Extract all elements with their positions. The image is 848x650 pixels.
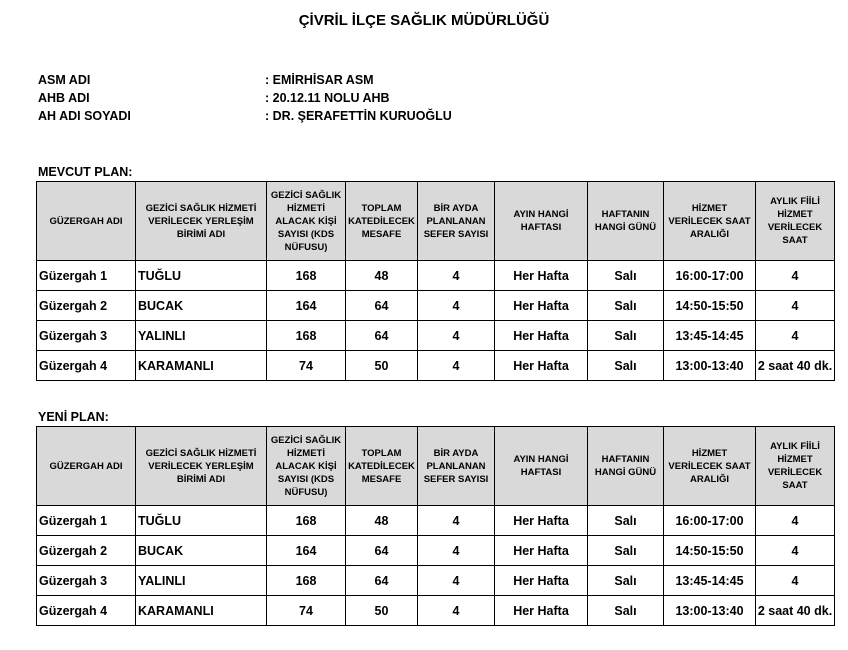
cell-aylik-saat: 4 — [756, 506, 835, 536]
cell-hafta: Her Hafta — [495, 536, 588, 566]
header-saat-araligi: HİZMET VERİLECEK SAAT ARALIĞI — [664, 427, 756, 506]
info-value: : DR. ŞERAFETTİN KURUOĞLU — [265, 109, 452, 123]
header-mesafe: TOPLAM KATEDİLECEK MESAFE — [346, 427, 418, 506]
cell-kisi-sayisi: 168 — [267, 261, 346, 291]
cell-mesafe: 48 — [346, 261, 418, 291]
header-aylik-saat: AYLIK FİİLİ HİZMET VERİLECEK SAAT — [756, 182, 835, 261]
cell-kisi-sayisi: 168 — [267, 566, 346, 596]
header-sefer-sayisi: BİR AYDA PLANLANAN SEFER SAYISI — [418, 182, 495, 261]
cell-kisi-sayisi: 168 — [267, 506, 346, 536]
cell-kisi-sayisi: 74 — [267, 596, 346, 626]
cell-saat-araligi: 13:45-14:45 — [664, 566, 756, 596]
cell-yerlesim: KARAMANLI — [136, 596, 267, 626]
cell-mesafe: 64 — [346, 566, 418, 596]
page-title: ÇİVRİL İLÇE SAĞLIK MÜDÜRLÜĞÜ — [298, 12, 550, 29]
cell-guzergah: Güzergah 2 — [37, 291, 136, 321]
info-row-ah — [38, 107, 452, 125]
cell-sefer: 4 — [418, 291, 495, 321]
cell-guzergah: Güzergah 4 — [37, 596, 136, 626]
cell-aylik-saat: 4 — [756, 261, 835, 291]
table-row — [37, 321, 835, 351]
cell-aylik-saat: 4 — [756, 566, 835, 596]
cell-yerlesim: YALINLI — [136, 566, 267, 596]
cell-yerlesim: TUĞLU — [136, 506, 267, 536]
table-row — [37, 351, 835, 381]
info-label: ASM ADI — [38, 73, 91, 87]
cell-sefer: 4 — [418, 536, 495, 566]
cell-hafta: Her Hafta — [495, 506, 588, 536]
cell-kisi-sayisi: 168 — [267, 321, 346, 351]
info-row-ahb — [38, 89, 452, 107]
cell-sefer: 4 — [418, 261, 495, 291]
cell-saat-araligi: 13:45-14:45 — [664, 321, 756, 351]
cell-saat-araligi: 16:00-17:00 — [664, 261, 756, 291]
cell-aylik-saat: 2 saat 40 dk. — [756, 596, 835, 626]
info-label: AHB ADI — [38, 91, 90, 105]
cell-mesafe: 64 — [346, 291, 418, 321]
table-row — [37, 261, 835, 291]
header-row — [37, 427, 835, 506]
cell-guzergah: Güzergah 2 — [37, 536, 136, 566]
cell-hafta: Her Hafta — [495, 321, 588, 351]
cell-mesafe: 50 — [346, 351, 418, 381]
cell-yerlesim: BUCAK — [136, 536, 267, 566]
cell-gun: Salı — [588, 506, 664, 536]
table-row — [37, 506, 835, 536]
header-haftanin-gunu: HAFTANIN HANGİ GÜNÜ — [588, 427, 664, 506]
table-row — [37, 536, 835, 566]
header-ayin-haftasi: AYIN HANGİ HAFTASI — [495, 182, 588, 261]
header-ayin-haftasi: AYIN HANGİ HAFTASI — [495, 427, 588, 506]
cell-gun: Salı — [588, 536, 664, 566]
info-value: : EMİRHİSAR ASM — [265, 73, 374, 87]
cell-hafta: Her Hafta — [495, 261, 588, 291]
cell-gun: Salı — [588, 321, 664, 351]
cell-gun: Salı — [588, 351, 664, 381]
cell-sefer: 4 — [418, 506, 495, 536]
cell-sefer: 4 — [418, 321, 495, 351]
cell-kisi-sayisi: 164 — [267, 536, 346, 566]
cell-aylik-saat: 4 — [756, 291, 835, 321]
header-mesafe: TOPLAM KATEDİLECEK MESAFE — [346, 182, 418, 261]
cell-sefer: 4 — [418, 596, 495, 626]
cell-hafta: Her Hafta — [495, 566, 588, 596]
cell-gun: Salı — [588, 261, 664, 291]
cell-saat-araligi: 14:50-15:50 — [664, 291, 756, 321]
header-row — [37, 182, 835, 261]
header-saat-araligi: HİZMET VERİLECEK SAAT ARALIĞI — [664, 182, 756, 261]
info-value: : 20.12.11 NOLU AHB — [265, 91, 390, 105]
cell-sefer: 4 — [418, 351, 495, 381]
cell-guzergah: Güzergah 4 — [37, 351, 136, 381]
header-yerlesim-birimi: GEZİCİ SAĞLIK HİZMETİ VERİLECEK YERLEŞİM BİRİMİ ADI — [136, 427, 267, 506]
cell-aylik-saat: 4 — [756, 321, 835, 351]
table-row — [37, 566, 835, 596]
yeni-plan-label: YENİ PLAN: — [38, 410, 109, 424]
cell-mesafe: 64 — [346, 321, 418, 351]
header-kisi-sayisi: GEZİCİ SAĞLIK HİZMETİ ALACAK KİŞİ SAYISI (KDS NÜFUSU) — [267, 182, 346, 261]
header-guzergah-adi: GÜZERGAH ADI — [37, 182, 136, 261]
cell-gun: Salı — [588, 596, 664, 626]
table-row — [37, 291, 835, 321]
cell-kisi-sayisi: 164 — [267, 291, 346, 321]
mevcut-plan-label: MEVCUT PLAN: — [38, 165, 133, 179]
cell-mesafe: 50 — [346, 596, 418, 626]
cell-guzergah: Güzergah 1 — [37, 506, 136, 536]
yeni-plan-table — [36, 426, 835, 626]
info-row-asm — [38, 71, 452, 89]
header-haftanin-gunu: HAFTANIN HANGİ GÜNÜ — [588, 182, 664, 261]
cell-hafta: Her Hafta — [495, 596, 588, 626]
cell-guzergah: Güzergah 3 — [37, 566, 136, 596]
cell-yerlesim: YALINLI — [136, 321, 267, 351]
info-label: AH ADI SOYADI — [38, 109, 131, 123]
cell-guzergah: Güzergah 3 — [37, 321, 136, 351]
header-yerlesim-birimi: GEZİCİ SAĞLIK HİZMETİ VERİLECEK YERLEŞİM BİRİMİ ADI — [136, 182, 267, 261]
cell-gun: Salı — [588, 566, 664, 596]
cell-mesafe: 48 — [346, 506, 418, 536]
cell-yerlesim: BUCAK — [136, 291, 267, 321]
cell-guzergah: Güzergah 1 — [37, 261, 136, 291]
cell-saat-araligi: 14:50-15:50 — [664, 536, 756, 566]
cell-mesafe: 64 — [346, 536, 418, 566]
mevcut-plan-table — [36, 181, 835, 381]
cell-aylik-saat: 4 — [756, 536, 835, 566]
cell-yerlesim: TUĞLU — [136, 261, 267, 291]
header-kisi-sayisi: GEZİCİ SAĞLIK HİZMETİ ALACAK KİŞİ SAYISI (KDS NÜFUSU) — [267, 427, 346, 506]
cell-hafta: Her Hafta — [495, 291, 588, 321]
cell-sefer: 4 — [418, 566, 495, 596]
header-sefer-sayisi: BİR AYDA PLANLANAN SEFER SAYISI — [418, 427, 495, 506]
cell-aylik-saat: 2 saat 40 dk. — [756, 351, 835, 381]
cell-saat-araligi: 13:00-13:40 — [664, 596, 756, 626]
table-row — [37, 596, 835, 626]
cell-hafta: Her Hafta — [495, 351, 588, 381]
cell-saat-araligi: 13:00-13:40 — [664, 351, 756, 381]
header-aylik-saat: AYLIK FİİLİ HİZMET VERİLECEK SAAT — [756, 427, 835, 506]
cell-yerlesim: KARAMANLI — [136, 351, 267, 381]
cell-kisi-sayisi: 74 — [267, 351, 346, 381]
cell-saat-araligi: 16:00-17:00 — [664, 506, 756, 536]
cell-gun: Salı — [588, 291, 664, 321]
header-guzergah-adi: GÜZERGAH ADI — [37, 427, 136, 506]
info-block — [38, 71, 452, 125]
